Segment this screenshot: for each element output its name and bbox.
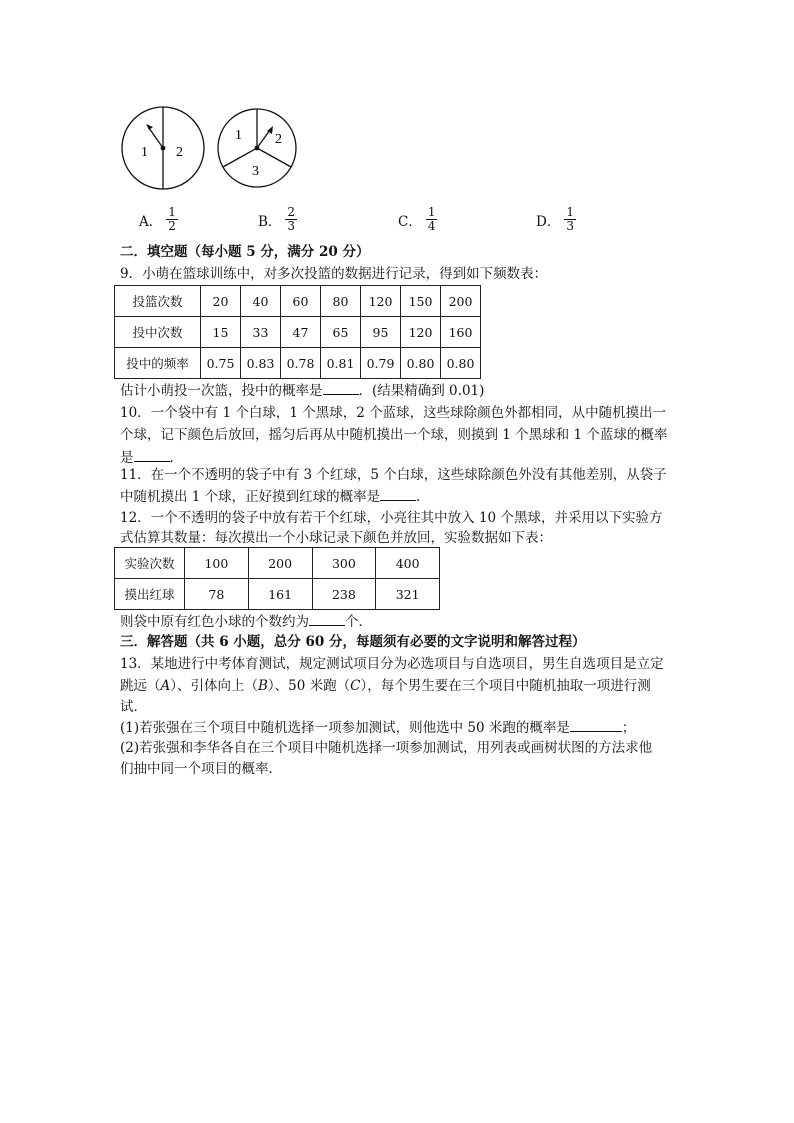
q13-line2-part-c: ）、50 米跑（ [267, 678, 351, 694]
section-3-heading: 三．解答题（共 6 小题，总分 60 分，每题须有必要的文字说明和解答过程） [120, 634, 586, 650]
option-d-denominator: 3 [566, 219, 574, 233]
table-cell: 65 [321, 317, 361, 348]
table-cell: 0.81 [321, 348, 361, 379]
q9-answer-blank[interactable] [323, 380, 359, 395]
option-c[interactable] [398, 206, 437, 233]
option-b-fraction [285, 206, 297, 233]
option-c-letter: C． [398, 213, 422, 230]
table-cell: 95 [361, 317, 401, 348]
option-b-denominator: 3 [287, 219, 296, 233]
table-cell: 300 [312, 548, 376, 579]
question-11-line-1: 11．在一个不透明的袋子中有 3 个红球，5 个白球，这些球除颜色外没有其他差别，从袋子 [120, 467, 667, 483]
spinner-right-label-1: 1 [235, 128, 242, 143]
table-cell: 40 [241, 286, 281, 317]
table-cell: 20 [201, 286, 241, 317]
q12-experiment-table [114, 547, 440, 610]
table-cell: 100 [185, 548, 249, 579]
spinner-two-sections [122, 107, 204, 189]
q11-prefix: 中随机摸出 1 个球，正好摸到红球的概率是 [120, 489, 381, 505]
table-cell: 投中次数 [115, 317, 201, 348]
table-cell: 120 [361, 286, 401, 317]
question-13-part-1 [120, 717, 635, 738]
table-cell: 200 [441, 286, 481, 317]
question-13-line-2 [120, 676, 651, 696]
option-b[interactable] [258, 206, 297, 233]
q10-prefix: 是 [120, 450, 134, 466]
table-row [115, 548, 440, 579]
table-cell: 400 [376, 548, 440, 579]
option-a[interactable] [139, 206, 178, 233]
table-cell: 投中的频率 [115, 348, 201, 379]
q13-line2-part-b: ）、引体向上（ [170, 678, 258, 694]
table-cell: 78 [185, 579, 249, 610]
q10-answer-blank[interactable] [134, 447, 170, 462]
q11-answer-blank[interactable] [380, 486, 416, 501]
option-d-fraction [564, 206, 576, 233]
question-12-line-2: 式估算其数量：每次摸出一个小球记录下颜色并放回，实验数据如下表： [120, 530, 552, 546]
table-cell: 0.80 [401, 348, 441, 379]
question-13-line-1: 13．某地进行中考体育测试，规定测试项目分为必选项目与自选项目，男生自选项目是立定 [120, 656, 664, 672]
table-row [115, 579, 440, 610]
spinner-left-label-1: 1 [141, 145, 148, 160]
table-cell: 0.79 [361, 348, 401, 379]
option-c-numerator: 1 [427, 205, 436, 219]
option-d-numerator: 1 [566, 205, 574, 219]
q12-answer-prefix: 则袋中原有红色小球的个数约为 [120, 614, 309, 630]
table-cell: 150 [401, 286, 441, 317]
table-cell: 投篮次数 [115, 286, 201, 317]
option-b-numerator: 2 [287, 205, 296, 219]
option-a-numerator: 1 [168, 205, 176, 219]
option-c-denominator: 4 [427, 219, 436, 233]
option-d-letter: D． [536, 213, 561, 230]
option-d[interactable] [536, 206, 576, 233]
question-13-line-3: 试． [120, 699, 147, 715]
table-cell: 238 [312, 579, 376, 610]
option-a-letter: A． [139, 213, 163, 230]
table-cell: 161 [248, 579, 312, 610]
table-cell: 160 [441, 317, 481, 348]
table-cell: 60 [281, 286, 321, 317]
table-cell: 47 [281, 317, 321, 348]
spinner-right-label-2: 2 [275, 132, 282, 147]
table-cell: 120 [401, 317, 441, 348]
table-cell: 200 [248, 548, 312, 579]
question-12-line-1: 12．一个不透明的袋子中放有若干个红球，小亮往其中放入 10 个黑球，并采用以下实验方 [120, 510, 663, 526]
q9-frequency-table [114, 285, 481, 379]
q13-line2-part-a: 跳远（ [120, 678, 161, 694]
question-10-line-2: 个球，记下颜色后放回，摇匀后再从中随机摸出一个球，则摸到 1 个黑球和 1 个蓝球的概率 [120, 427, 668, 443]
option-c-fraction [426, 206, 438, 233]
spinner-left-label-2: 2 [176, 145, 183, 160]
question-10-line-1: 10．一个袋中有 1 个白球，1 个黑球，2 个蓝球，这些球除颜色外都相同，从中随机摸出一 [120, 405, 667, 421]
table-cell: 0.80 [441, 348, 481, 379]
q13-part1-text: (1)若张强在三个项目中随机选择一项参加测试，则他选中 50 米跑的概率是 [120, 720, 570, 736]
option-a-denominator: 2 [168, 219, 176, 233]
spinner-three-sections [218, 109, 296, 187]
q13-option-c-letter: C [350, 678, 361, 694]
question-13-part-2-line-1: (2)若张强和李华各自在三个项目中随机选择一项参加测试，用列表或画树状图的方法求他 [120, 740, 653, 756]
table-cell: 摸出红球 [115, 579, 185, 610]
option-b-letter: B． [258, 213, 282, 230]
q13-part1-answer-blank[interactable] [570, 717, 622, 732]
q13-option-a-letter: A [160, 678, 171, 694]
q13-part1-suffix: ； [621, 720, 636, 736]
question-11-line-2 [120, 486, 430, 507]
q13-option-b-letter: B [258, 678, 268, 694]
option-a-fraction [166, 206, 178, 233]
table-cell: 0.78 [281, 348, 321, 379]
table-cell: 33 [241, 317, 281, 348]
table-row [115, 317, 481, 348]
table-cell: 实验次数 [115, 548, 185, 579]
q10-suffix: ． [169, 450, 183, 466]
q13-line2-part-d: ），每个男生要在三个项目中随机抽取一项进行测 [360, 678, 651, 694]
question-9-answer-line [120, 380, 484, 401]
table-cell: 0.83 [241, 348, 281, 379]
q11-suffix: ． [416, 489, 430, 505]
table-cell: 321 [376, 579, 440, 610]
question-9-intro: 9．小萌在篮球训练中，对多次投篮的数据进行记录，得到如下频数表： [120, 266, 548, 282]
q9-answer-prefix: 估计小萌投一次篮，投中的概率是 [120, 383, 323, 399]
q12-answer-suffix: 个． [345, 614, 372, 630]
section-2-heading: 二．填空题（每小题 5 分，满分 20 分） [120, 244, 370, 260]
table-cell: 80 [321, 286, 361, 317]
table-row [115, 286, 481, 317]
table-cell: 15 [201, 317, 241, 348]
spinner-figures [118, 106, 300, 192]
q9-answer-suffix: ．(结果精确到 0.01) [358, 383, 485, 399]
table-row [115, 348, 481, 379]
table-cell: 0.75 [201, 348, 241, 379]
question-13-part-2-line-2: 们抽中同一个项目的概率． [120, 761, 282, 777]
question-12-answer-line [120, 611, 372, 632]
q12-answer-blank[interactable] [309, 611, 345, 626]
spinner-right-label-3: 3 [252, 164, 259, 179]
